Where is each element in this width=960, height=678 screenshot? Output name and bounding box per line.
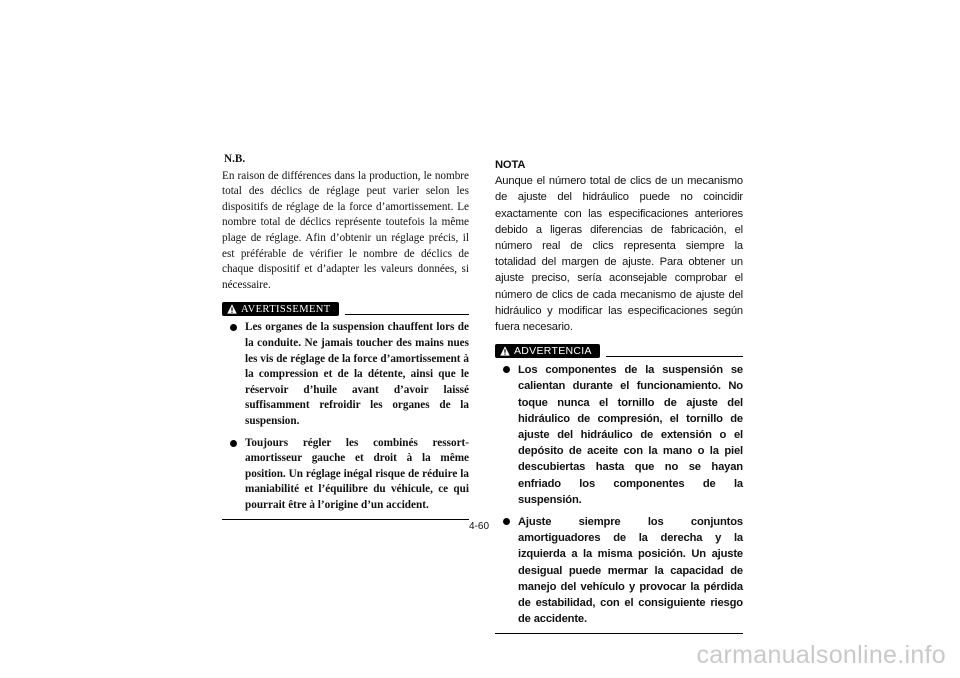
- warning-badge-fr: [222, 302, 339, 316]
- warning-end-rule-fr: [222, 519, 469, 520]
- note-text-es: Aunque el número total de clics de un mecanismo de ajuste del hidráulico puede no coincidir exactamente con las especificaciones anteriores debido a ligeras diferencias de fabricación, el número real de clics representa siempre la totalidad del margen de ajuste. Para obtener un ajuste preciso, sería aconsejable comprobar el número de clics de cada mecanismo de ajuste del hidráulico y modificar las especificaciones según fuera necesario.: [495, 175, 743, 334]
- warning-item-es: [495, 514, 743, 627]
- spanish-column: [495, 157, 743, 634]
- warning-triangle-icon: [500, 346, 510, 356]
- warning-header-rule-es: [606, 356, 743, 357]
- warning-list-fr: [222, 320, 469, 513]
- warning-item-fr: [222, 436, 469, 514]
- warning-triangle-icon: [227, 304, 237, 314]
- bullet-dot-icon: [230, 324, 237, 331]
- warning-list-es: [495, 362, 743, 627]
- warning-label-es: ADVERTENCIA: [514, 345, 592, 358]
- watermark: carmanualsonline.info: [696, 641, 946, 669]
- note-title-es: NOTA: [495, 159, 526, 171]
- note-text-fr: En raison de différences dans la production, le nombre total des déclics de réglage peut varier selon les dispositifs de réglage de la force d’amortissement. Le nombre total de déclics représente toutefois la même plage de réglage. Afin d’obtenir un réglage précis, il est préférable de vérifier le nombre de déclics de chaque dispositif et d’adapter les valeurs données, si nécessaire.: [222, 169, 469, 291]
- french-column: [222, 152, 469, 520]
- warning-label-fr: AVERTISSEMENT: [241, 303, 331, 315]
- bullet-dot-icon: [230, 440, 237, 447]
- warning-header-es: [495, 344, 743, 358]
- warning-header-fr: [222, 302, 469, 316]
- warning-header-rule-fr: [345, 314, 469, 315]
- note-title-fr: N.B.: [224, 153, 246, 165]
- bullet-dot-icon: [503, 518, 510, 525]
- warning-item-fr: [222, 320, 469, 429]
- warning-end-rule-es: [495, 633, 743, 634]
- warning-item-text-es: Ajuste siempre los conjuntos amortiguadores de la derecha y la izquierda a la misma posición. Un ajuste desigual puede mermar la capacidad de manejo del vehículo y provocar la pérdida de estabilidad, con el consiguiente riesgo de accidente.: [518, 516, 743, 626]
- warning-item-es: [495, 362, 743, 508]
- warning-item-text-fr: Toujours régler les combinés ressort-amortisseur gauche et droit à la même position. Un réglage inégal risque de réduire la maniabilité et l’équilibre du véhicule, ce qui pourrait être à l’origine d’un accident.: [245, 436, 469, 511]
- warning-item-text-fr: Les organes de la suspension chauffent lors de la conduite. Ne jamais toucher des mains nues les vis de réglage de la force d’amortissement à la compression et de la détente, ainsi que le réservoir d’huile avant d’avoir laissé suffisamment refroidir les organes de la suspension.: [245, 321, 469, 427]
- bullet-dot-icon: [503, 366, 510, 373]
- page-number: 4-60: [469, 521, 490, 532]
- warning-badge-es: [495, 344, 600, 358]
- warning-item-text-es: Los componentes de la suspensión se calientan durante el funcionamiento. No toque nunca el tornillo de ajuste del hidráulico de compresión, el tornillo de ajuste del hidráulico de extensión o el depósito de aceite con la mano o la piel descubiertas hasta que no se hayan enfriado los componentes de la suspensión.: [518, 364, 743, 506]
